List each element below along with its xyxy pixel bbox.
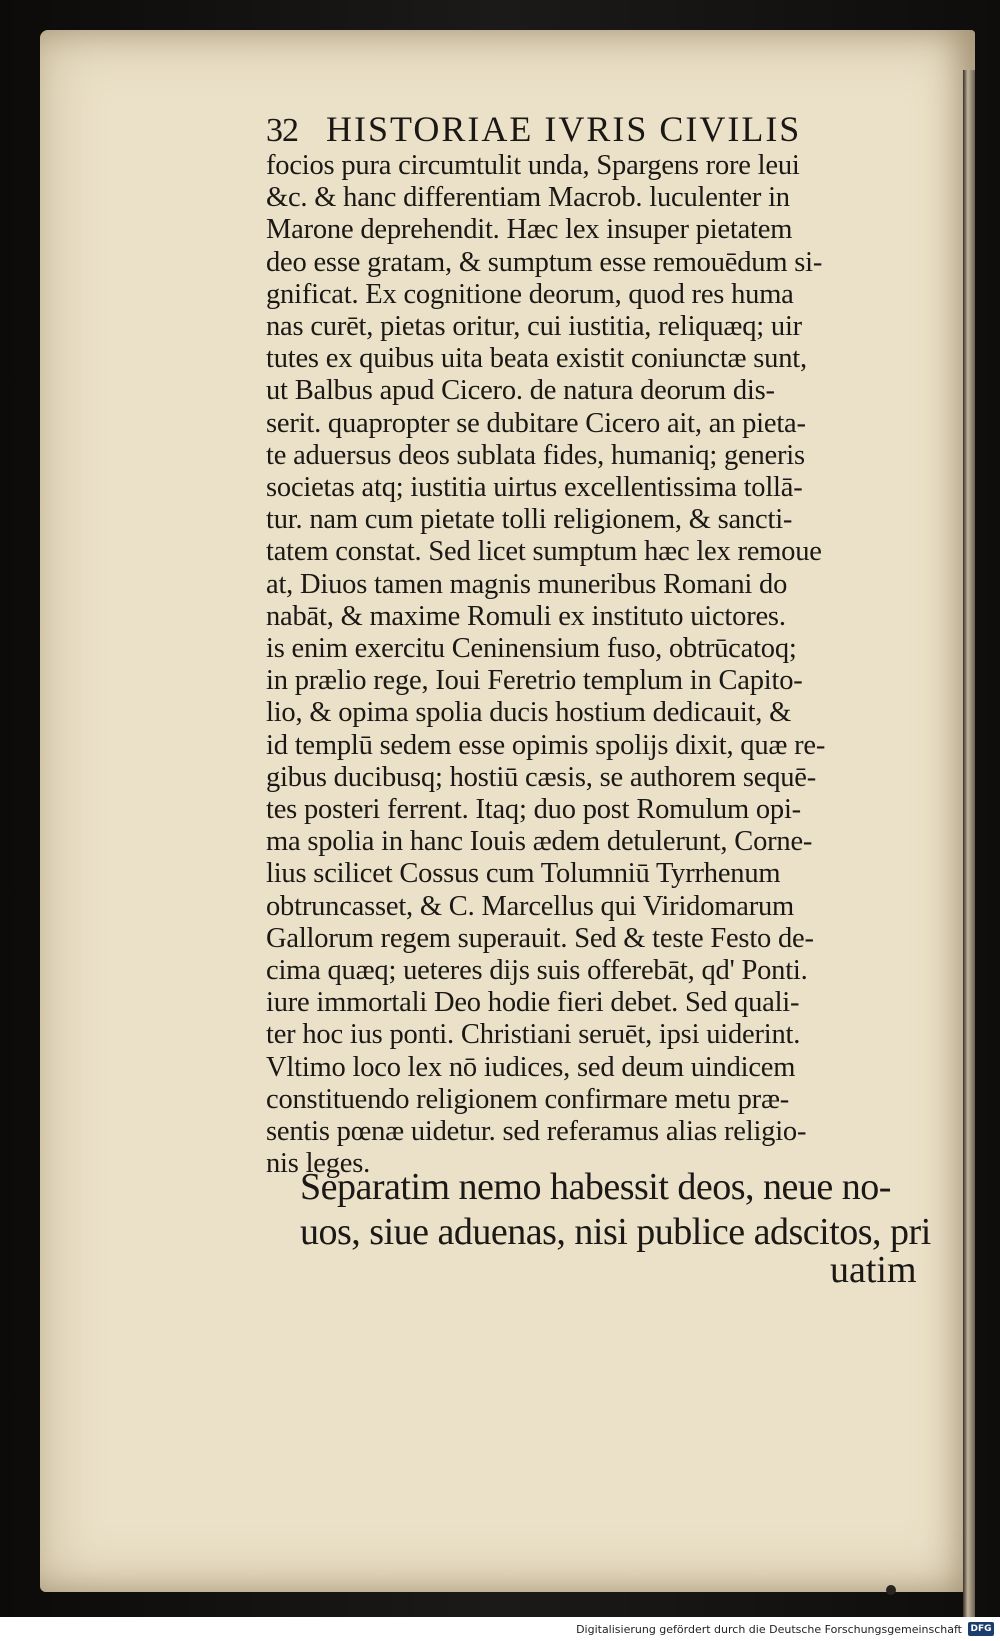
law-line: uos, siue aduenas, nisi publice adscitos, pri bbox=[300, 1211, 931, 1253]
running-head-title: HISTORIAE IVRIS CIVILIS bbox=[326, 109, 802, 149]
dfg-logo-icon: DFG bbox=[968, 1622, 994, 1636]
footer-bar bbox=[0, 1617, 1000, 1641]
funding-credit: Digitalisierung gefördert durch die Deutsche Forschungsgemeinschaft bbox=[576, 1622, 962, 1636]
text-line: is enim exercitu Ceninensium fuso, obtrūcatoq; bbox=[266, 633, 797, 665]
text-line: in prælio rege, Ioui Feretrio templum in Capito- bbox=[266, 665, 803, 697]
text-line: ut Balbus apud Cicero. de natura deorum dis- bbox=[266, 375, 775, 407]
text-line: at, Diuos tamen magnis muneribus Romani do bbox=[266, 568, 788, 600]
text-line: Gallorum regem superauit. Sed & teste Festo de- bbox=[266, 922, 814, 954]
text-line: deo esse gratam, & sumptum esse remouēdum si- bbox=[266, 246, 823, 278]
text-line: gnificat. Ex cognitione deorum, quod res huma bbox=[266, 278, 794, 310]
page-edge-shadow bbox=[963, 70, 975, 1630]
text-line: ma spolia in hanc Iouis ædem detulerunt, Corne- bbox=[266, 826, 813, 858]
text-line: societas atq; iustitia uirtus excellentissima tollā- bbox=[266, 472, 803, 504]
text-line: te aduersus deos sublata fides, humaniq; generis bbox=[266, 439, 805, 471]
text-line: tur. nam cum pietate tolli religionem, & sancti- bbox=[266, 504, 793, 536]
text-line: sentis pœnæ uidetur. sed referamus alias religio- bbox=[266, 1116, 807, 1148]
text-line: gibus ducibusq; hostiū cæsis, se authorem sequē- bbox=[266, 761, 817, 793]
text-line: cima quæq; ueteres dijs suis offerebāt, qd' Ponti. bbox=[266, 955, 808, 987]
catchword: uatim bbox=[830, 1249, 917, 1291]
text-line: lius scilicet Cossus cum Tolumniū Tyrrhenum bbox=[266, 858, 781, 890]
law-line: Separatim nemo habessit deos, neue no- bbox=[300, 1166, 891, 1208]
text-line: nis leges. bbox=[266, 1148, 371, 1180]
text-line: lio, & opima spolia ducis hostium dedicauit, & bbox=[266, 697, 792, 729]
text-line: serit. quapropter se dubitare Cicero ait, an pieta- bbox=[266, 407, 806, 439]
running-head bbox=[266, 108, 906, 150]
text-line: obtruncasset, & C. Marcellus qui Viridomarum bbox=[266, 890, 794, 922]
text-line: tutes ex quibus uita beata existit coniunctæ sunt, bbox=[266, 343, 807, 375]
text-line: nas curēt, pietas oritur, cui iustitia, reliquæq; uir bbox=[266, 311, 802, 343]
text-line: focios pura circumtulit unda, Spargens rore leui bbox=[266, 150, 800, 181]
page-number: 32 bbox=[266, 112, 298, 149]
body-text bbox=[266, 150, 926, 1181]
text-line: ter hoc ius ponti. Christiani seruēt, ipsi uiderint. bbox=[266, 1019, 801, 1051]
text-line: id templū sedem esse opimis spolijs dixit, quæ re- bbox=[266, 729, 826, 761]
ink-stain bbox=[886, 1585, 896, 1595]
text-line: &c. & hanc differentiam Macrob. luculenter in bbox=[266, 182, 790, 214]
text-line: tatem constat. Sed licet sumptum hæc lex remoue bbox=[266, 536, 822, 568]
text-line: iure immortali Deo hodie fieri debet. Sed quali- bbox=[266, 987, 800, 1019]
text-line: nabāt, & maxime Romuli ex instituto uictores. bbox=[266, 600, 786, 632]
text-line: Vltimo loco lex nō iudices, sed deum uindicem bbox=[266, 1051, 796, 1083]
text-line: constituendo religionem confirmare metu præ- bbox=[266, 1083, 790, 1115]
text-line: Marone deprehendit. Hæc lex insuper pietatem bbox=[266, 214, 793, 246]
text-line: tes posteri ferrent. Itaq; duo post Romulum opi- bbox=[266, 794, 801, 826]
law-text bbox=[300, 1165, 930, 1255]
